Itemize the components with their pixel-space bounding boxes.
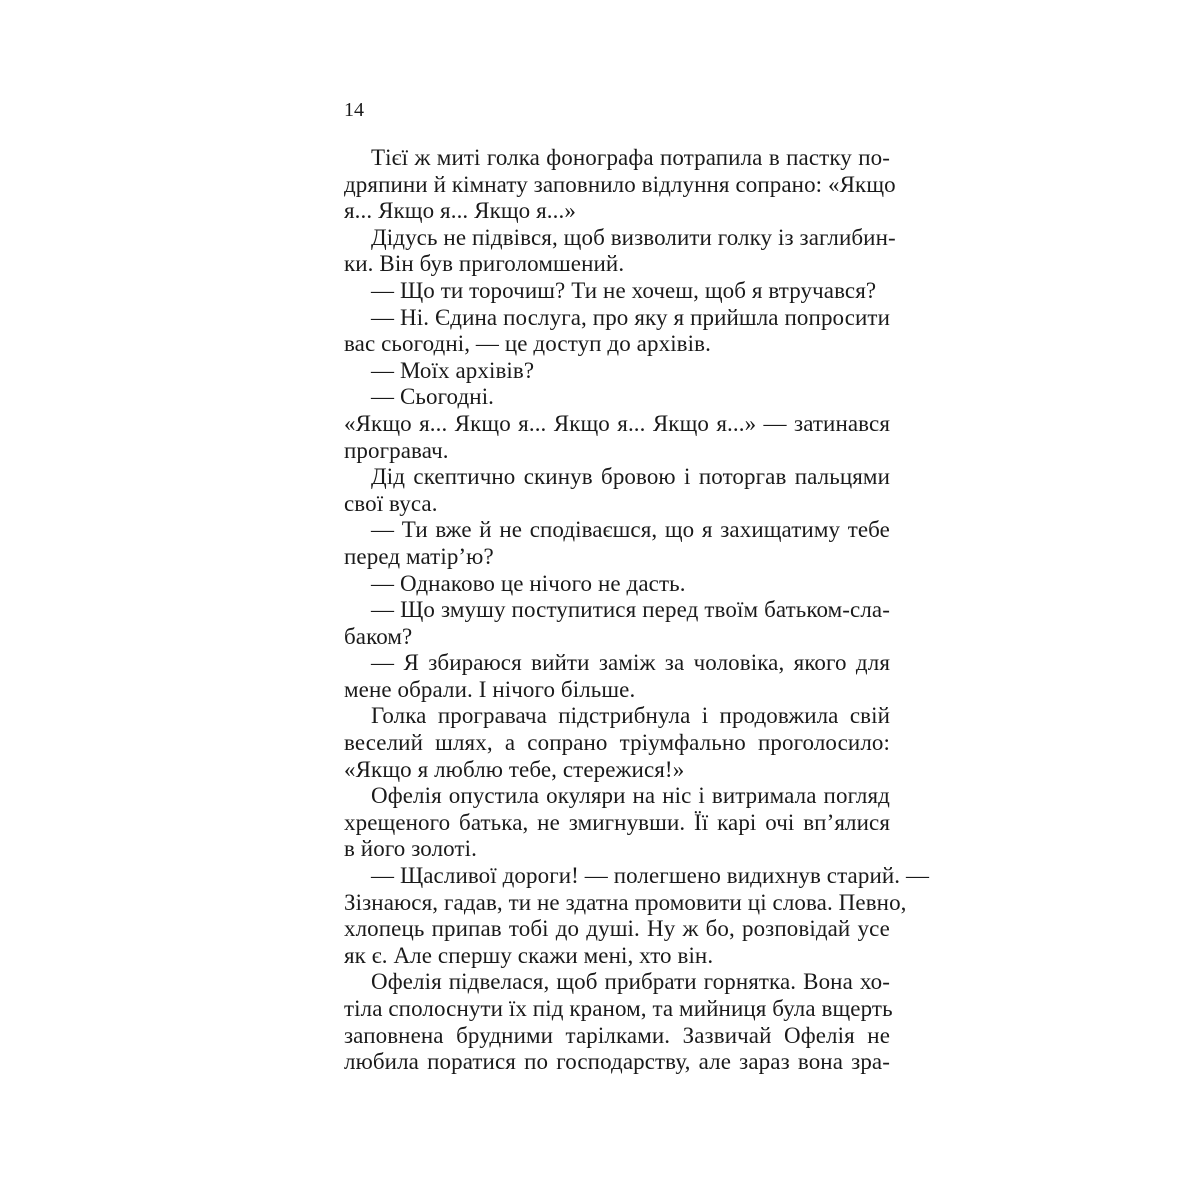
text-line: я... Якщо я... Якщо я...» [344,198,576,224]
text-line: Зізнаюся, гадав, ти не здатна промовити ці слова. Певно, [344,889,907,915]
text-line: тіла сполоснути їх під краном, та мийниця була вщерть [344,996,893,1021]
text-line: Голка програвача підстрибнула і продовжила свій [371,703,890,729]
text-line: любила поратися по господарству, але зараз вона зра- [344,1049,890,1075]
text-line: — Щасливої дороги! — полегшено видихнув старий. — [371,863,930,889]
text-line: — Ти вже й не сподіваєшся, що я захищатиму тебе [371,517,890,543]
page-number: 14 [344,99,364,121]
text-line: хрещеного батька, не змигнувши. Її карі очі вп’ялися [344,809,890,835]
text-line: Тієї ж миті голка фонографа потрапила в пастку по- [371,145,890,170]
text-line: — Сьогодні. [371,384,495,410]
text-line: перед матір’ю? [344,543,494,569]
text-line: — Однаково це нічого не дасть. [371,570,686,596]
text-line: хлопець припав тобі до душі. Ну ж бо, розповідай усе [344,916,890,942]
text-line: «Якщо я люблю тебе, стережися!» [344,756,685,782]
text-line: — Я збираюся вийти заміж за чоловіка, якого для [371,650,890,676]
text-line: — Ні. Єдина послуга, про яку я прийшла попросити [371,304,890,330]
text-line: ки. Він був приголомшений. [344,251,625,277]
text-line: «Якщо я... Якщо я... Якщо я... Якщо я...» — затинався [344,410,890,436]
text-line: свої вуса. [344,490,438,516]
text-line: Офелія підвелася, щоб прибрати горнятка. Вона хо- [371,969,890,995]
text-line: баком? [344,623,413,649]
text-line: Офелія опустила окуляри на ніс і витримала погляд [371,783,890,809]
text-line: мене обрали. І нічого більше. [344,676,636,702]
text-line: дряпини й кімнату заповнило відлуння сопрано: «Якщо [344,171,896,197]
text-line: — Моїх архівів? [371,357,535,383]
text-line: як є. Але спершу скажи мені, хто він. [344,942,714,968]
text-line: — Що ти торочиш? Ти не хочеш, щоб я втручався? [371,277,877,303]
text-line: вас сьогодні, — це доступ до архівів. [344,331,711,357]
text-line: заповнена брудними тарілками. Зазвичай Офелія не [344,1022,890,1048]
text-line: — Що змушу поступитися перед твоїм батьком-сла- [371,597,890,623]
book-page-text [344,145,930,1076]
text-line: веселий шлях, а сопрано тріумфально проголосило: [344,730,890,756]
text-line: Дідусь не підвівся, щоб визволити голку із заглибин- [371,224,896,250]
text-line: в його золоті. [344,836,477,862]
text-line: Дід скептично скинув бровою і поторгав пальцями [371,464,890,490]
text-line: програвач. [344,437,449,463]
